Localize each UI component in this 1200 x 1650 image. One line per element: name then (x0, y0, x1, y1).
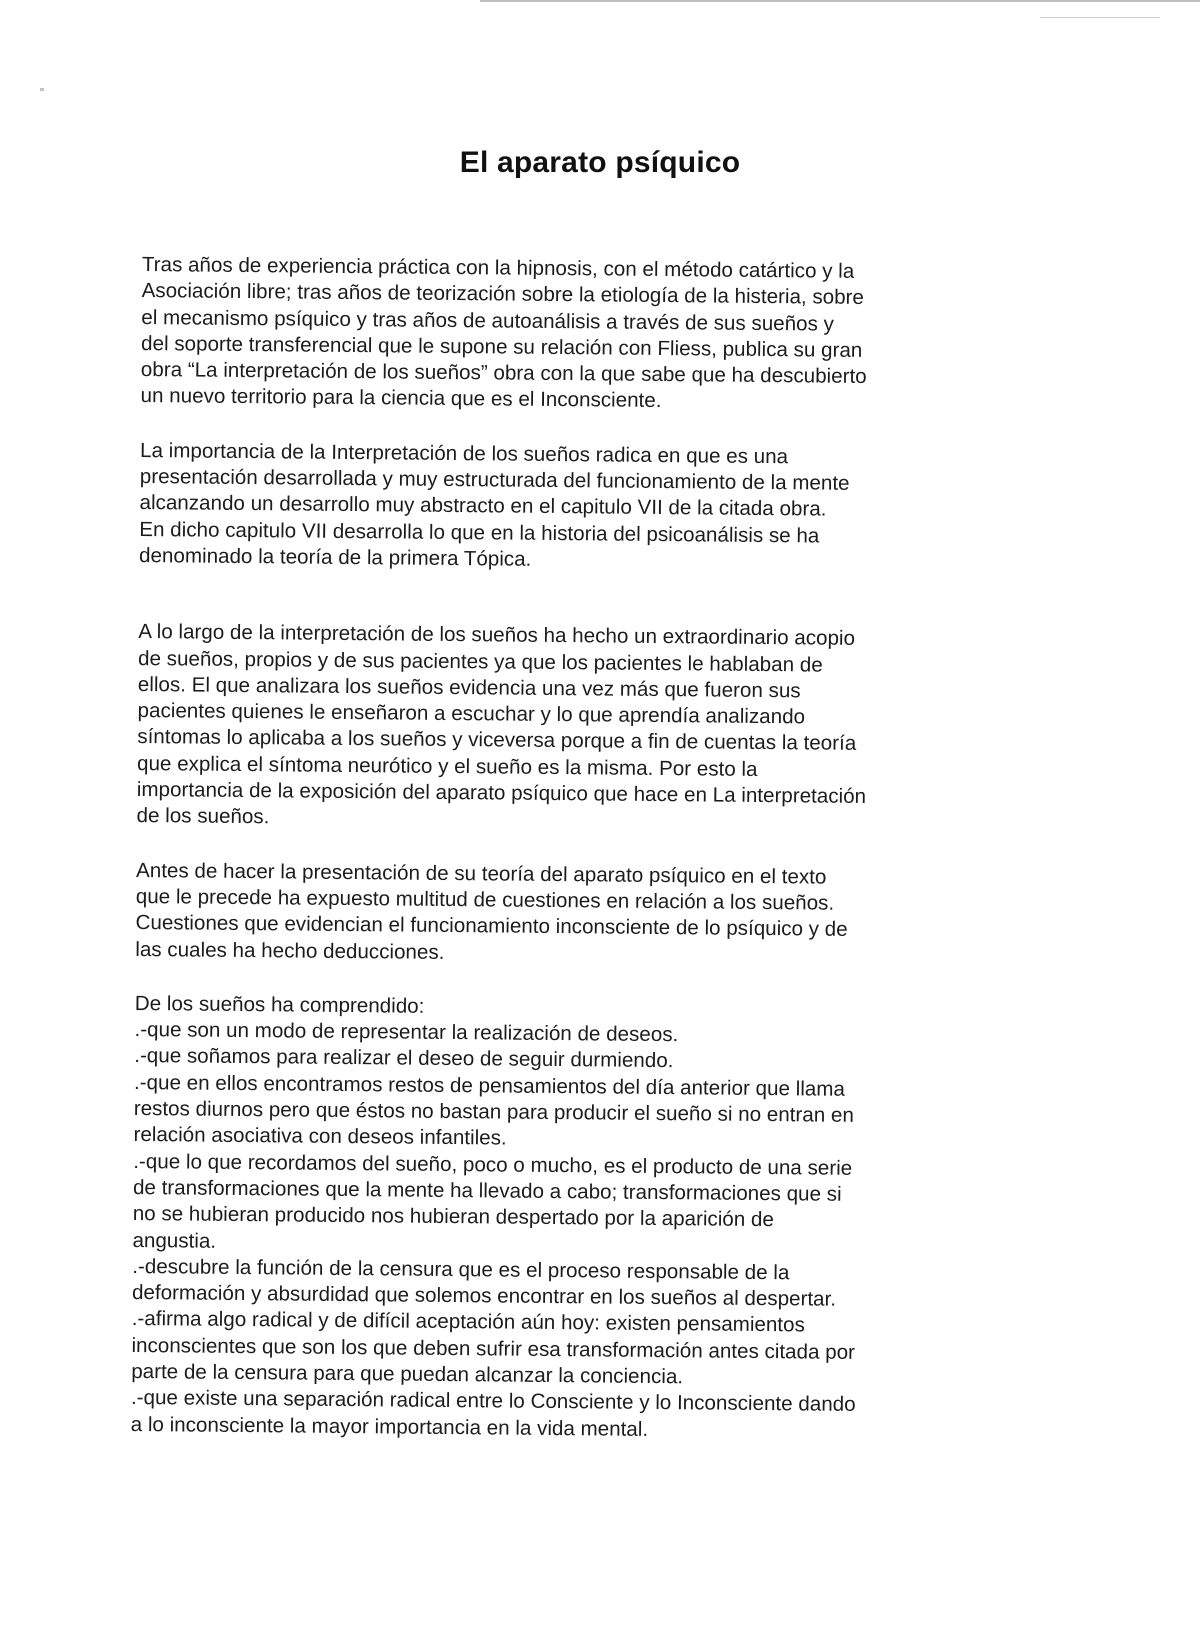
document-title: El aparato psíquico (459, 146, 741, 179)
document-body (131, 252, 987, 1446)
text-line: de sueños, propios y de sus pacientes ya que los pacientes le hablaban de (137, 646, 823, 677)
text-line: de transformaciones que la mente ha llevado a cabo; transformaciones que si (132, 1175, 842, 1206)
text-line: de los sueños. (136, 804, 270, 829)
text-line: síntomas lo aplicaba a los sueños y viceversa porque a fin de cuentas la teoría (137, 725, 857, 756)
text-line: obra “La interpretación de los sueños” obra con la que sabe que ha descubierto (140, 358, 867, 389)
text-line: un nuevo territorio para la ciencia que es el Inconsciente. (140, 384, 662, 413)
list-item: .-afirma algo radical y de difícil aceptación aún hoy: existen pensamientos (131, 1307, 805, 1337)
paragraph-4 (135, 858, 981, 971)
list-item: .-que lo que recordamos del sueño, poco o mucho, es el producto de una serie (133, 1149, 853, 1180)
scan-speck (40, 88, 44, 91)
list-item: .-que en ellos encontramos restos de pensamientos del día anterior que llama (133, 1070, 846, 1101)
text-line: angustia. (132, 1228, 217, 1253)
text-line: La importancia de la Interpretación de los sueños radica en que es una (139, 438, 789, 468)
text-line: que explica el síntoma neurótico y el sueño es la misma. Por esto la (136, 751, 758, 781)
text-line: denominado la teoría de la primera Tópica. (138, 543, 532, 571)
text-line: a lo inconsciente la mayor importancia en la vida mental. (130, 1412, 649, 1441)
text-line: del soporte transferencial que le supone su relación con Fliess, publica su gran (141, 331, 863, 362)
paragraph-5-list (131, 991, 980, 1446)
scan-edge-mark-2 (1040, 17, 1160, 18)
text-line: alcanzando un desarrollo muy abstracto en el capitulo VII de la citada obra. (139, 491, 827, 521)
text-line: restos diurnos pero que éstos no bastan para producir el sueño si no entran en (133, 1096, 854, 1127)
text-line: pacientes quienes le enseñaron a escuchar y lo que aprendía analizando (137, 699, 806, 729)
paragraph-3 (136, 619, 983, 837)
paragraph-2 (139, 438, 985, 578)
text-line: A lo largo de la interpretación de los sueños ha hecho un extraordinario acopio (138, 620, 856, 651)
text-line: importancia de la exposición del aparato psíquico que hace en La interpretación (136, 778, 867, 809)
list-item: .-descubre la función de la censura que es el proceso responsable de la (132, 1254, 790, 1285)
text-line: relación asociativa con deseos infantiles. (133, 1123, 507, 1150)
list-item: .-que son un modo de representar la realización de deseos. (134, 1018, 679, 1047)
scan-edge-mark (480, 0, 1200, 2)
text-line: Cuestiones que evidencian el funcionamiento inconsciente de lo psíquico y de (135, 911, 848, 942)
text-line: ellos. El que analizara los sueños evidencia una vez más que fueron sus (137, 672, 801, 703)
text-line: Asociación libre; tras años de teorización sobre la etiología de la histeria, sobre (141, 279, 865, 310)
text-line: En dicho capitulo VII desarrolla lo que en la historia del psicoanálisis se ha (139, 517, 820, 548)
text-line: parte de la censura para que puedan alcanzar la conciencia. (131, 1359, 684, 1389)
text-line: deformación y absurdidad que solemos encontrar en los sueños al despertar. (131, 1281, 837, 1311)
list-intro: De los sueños ha comprendido: (134, 991, 425, 1018)
text-line: que le precede ha expuesto multitud de cuestiones en relación a los sueños. (135, 884, 835, 915)
text-line: Tras años de experiencia práctica con la hipnosis, con el método catártico y la (141, 252, 855, 283)
text-line: no se hubieran producido nos hubieran despertado por la aparición de (132, 1202, 775, 1232)
text-line: el mecanismo psíquico y tras años de autoanálisis a través de sus sueños y (141, 305, 835, 336)
paragraph-1 (140, 252, 986, 418)
list-item: .-que soñamos para realizar el deseo de seguir durmiendo. (134, 1044, 674, 1073)
text-line: presentación desarrollada y muy estructurada del funcionamiento de la mente (139, 465, 850, 495)
list-item: .-que existe una separación radical entre lo Consciente y lo Inconsciente dando (130, 1386, 856, 1417)
text-line: inconscientes que son los que deben sufrir esa transformación antes citada por (131, 1333, 856, 1364)
text-line: las cuales ha hecho deducciones. (135, 937, 445, 964)
text-line: Antes de hacer la presentación de su teoría del aparato psíquico en el texto (135, 858, 827, 889)
